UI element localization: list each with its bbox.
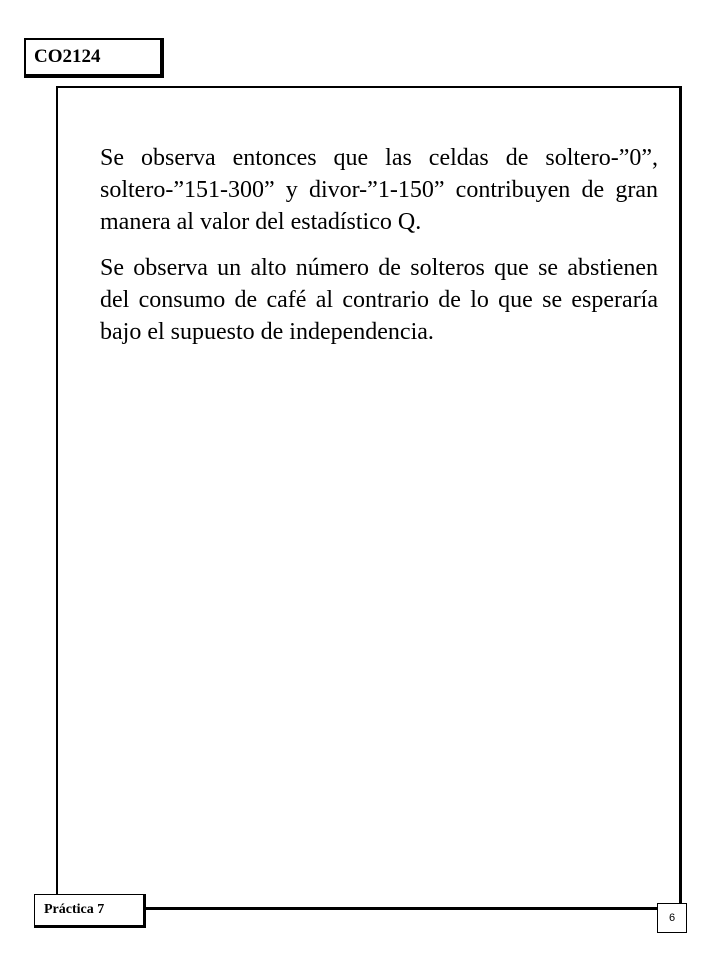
- page-number-box: [657, 903, 687, 933]
- page-content: [100, 142, 658, 362]
- practice-label-box: [34, 894, 146, 928]
- course-code-box: [24, 38, 164, 78]
- paragraph-2: Se observa un alto número de solteros que se abstienen del consumo de café al contrario de lo que se esperaría bajo el supuesto de independencia.: [100, 255, 658, 345]
- page-number: 6: [668, 912, 676, 924]
- paragraph-1: Se observa entonces que las celdas de soltero-”0”, soltero-”151-300” y divor-”1-150” contribuyen de gran manera al valor del estadístico Q.: [100, 145, 658, 235]
- practice-label: Práctica 7: [44, 902, 105, 917]
- course-code: CO2124: [34, 46, 101, 67]
